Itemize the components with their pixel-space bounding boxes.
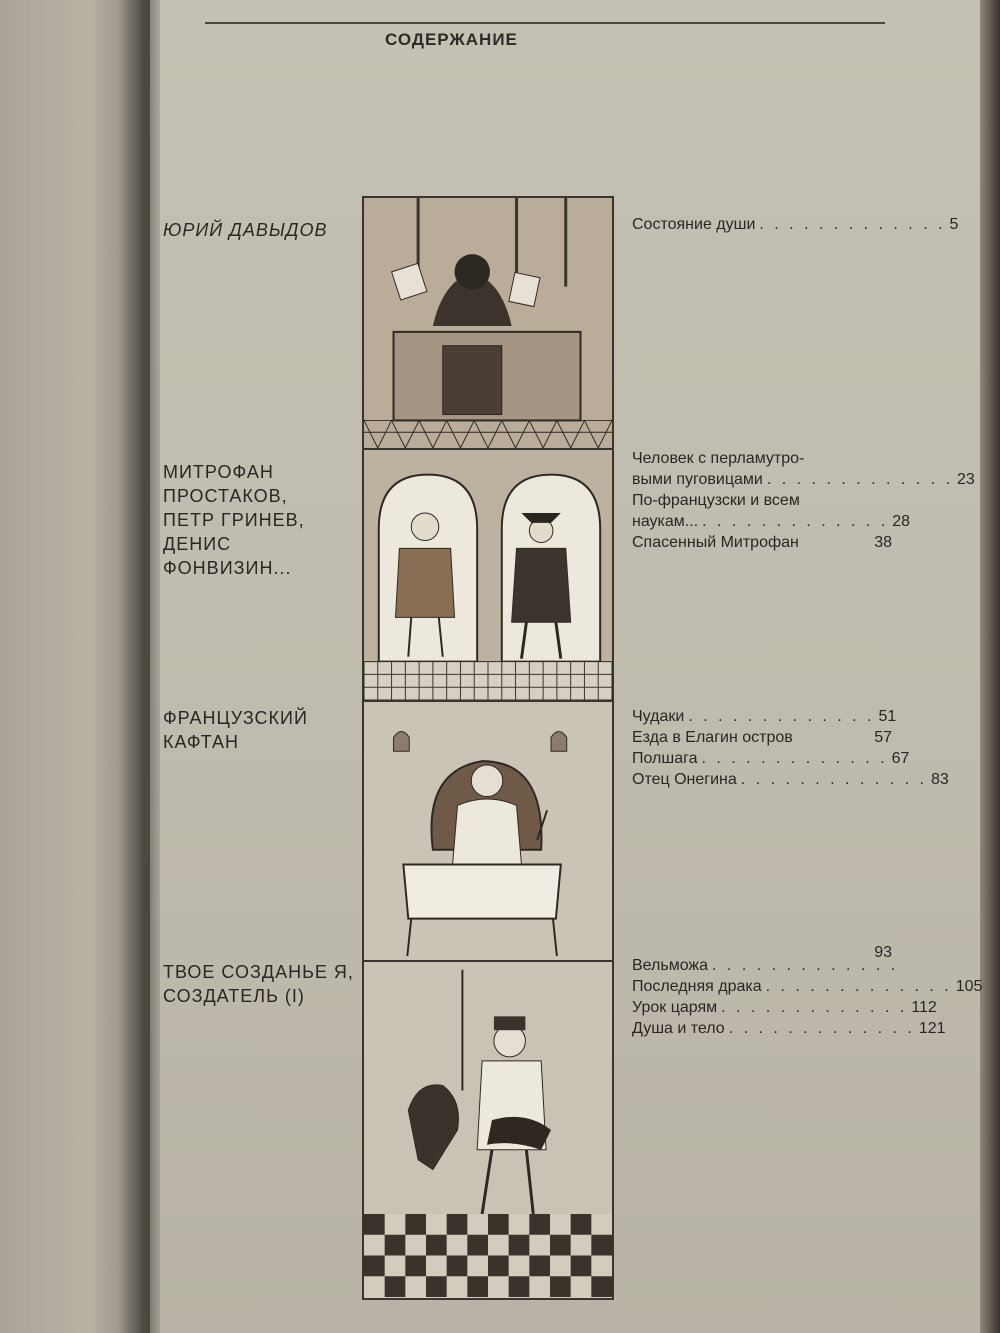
toc-section-4 [632,942,983,1039]
section-title-sozdanye [163,960,363,1008]
illustration-seated-man [362,700,614,962]
toc-entry-title: Состояние души [632,216,756,233]
toc-entry-page: 57 [874,729,892,746]
toc-entry[interactable] [632,214,959,235]
toc-entry-title: Езда в Елагин остров [632,729,793,746]
toc-entry[interactable] [632,976,983,997]
section-title-line: ПЕТР ГРИНЕВ, [163,510,305,530]
toc-entry[interactable] [632,490,892,511]
toc-entry-page: 105 [955,978,983,995]
toc-entry-page: 83 [930,771,949,788]
section-title-line: ДЕНИС [163,534,232,554]
leader-dots: . . . . . . . . . . . . . [759,216,946,233]
toc-entry-page: 5 [949,216,959,233]
toc-entry-title: Чудаки [632,708,685,725]
illustration-writer-at-desk [362,196,614,450]
toc-entry-page: 93 [874,944,892,961]
leader-dots: . . . . . . . . . . . . . [765,978,952,995]
toc-entry-page: 38 [874,534,892,551]
toc-entry-title: Отец Онегина [632,771,737,788]
toc-entry-page: 112 [911,999,937,1016]
leader-dots: . . . . . . . . . . . . . [701,750,888,767]
toc-entry[interactable] [632,469,975,490]
section-title-line: КАФТАН [163,732,239,752]
toc-entry-title: По-французски и всем [632,492,800,509]
toc-section-1 [632,214,959,235]
toc-entry-title: Душа и тело [632,1020,725,1037]
toc-entry[interactable] [632,532,892,553]
section-title-line: ЮРИЙ ДАВЫДОВ [163,220,328,240]
leader-dots: . . . . . . . . . . . . . [728,1020,915,1037]
illustration-column [362,196,614,1300]
toc-entry-title: наукам... [632,513,699,530]
toc-entry[interactable] [632,727,892,748]
toc-entry-title: Последняя драка [632,978,762,995]
toc-section-3 [632,706,949,790]
leader-dots: . . . . . . . . . . . . . [740,771,927,788]
toc-entry[interactable] [632,769,949,790]
toc-entry-title: Полшага [632,750,698,767]
toc-entry-page: 51 [878,708,897,725]
seated-man-drawing [364,702,612,960]
section-title-line: МИТРОФАН [163,462,274,482]
toc-entry-page: 121 [918,1020,946,1037]
toc-entry[interactable] [632,955,899,976]
leader-dots: . . . . . . . . . . . . . [688,708,875,725]
section-title-line: СОЗДАТЕЛЬ (I) [163,986,305,1006]
hobby-horse-drawing [364,962,612,1298]
section-title-kaftan [163,706,363,754]
toc-entry-page: 67 [891,750,910,767]
section-title-line: ТВОЕ СОЗДАНЬЕ Я, [163,962,354,982]
section-title-line: ФРАНЦУЗСКИЙ [163,708,308,728]
illustration-two-figures-arches [362,448,614,702]
leader-dots: . . . . . . . . . . . . . [721,999,908,1016]
book-gutter [118,0,160,1333]
toc-entry-page: 28 [892,513,911,530]
page-title: СОДЕРЖАНИЕ [385,30,518,49]
toc-entry[interactable] [632,706,897,727]
toc-entry[interactable] [632,511,911,532]
page-edge [980,0,1000,1333]
toc-entry[interactable] [632,997,937,1018]
toc-entry-title: Урок царям [632,999,718,1016]
section-title-mitrofan [163,460,363,580]
left-page-bleed-text [0,150,42,507]
arches-drawing [364,450,612,700]
toc-entry-title: Человек с перламутро- [632,450,805,467]
top-rule [205,22,885,24]
section-title-davydov [163,218,363,242]
leader-dots: . . . . . . . . . . . . . [712,957,899,974]
illustration-man-hobby-horse [362,960,614,1300]
toc-entry-title: Спасенный Митрофан [632,534,799,551]
toc-section-2 [632,448,975,553]
section-title-line: ПРОСТАКОВ, [163,486,288,506]
toc-entry-page: 23 [957,471,975,488]
toc-entry-title: Вельможа [632,957,709,974]
toc-entry[interactable] [632,448,892,469]
section-title-line: ФОНВИЗИН... [163,558,292,578]
toc-entry[interactable] [632,748,910,769]
toc-entry-title: выми пуговицами [632,471,763,488]
toc-entry[interactable] [632,1018,946,1039]
leader-dots: . . . . . . . . . . . . . [702,513,889,530]
leader-dots: . . . . . . . . . . . . . [766,471,954,488]
writer-drawing [364,198,612,448]
